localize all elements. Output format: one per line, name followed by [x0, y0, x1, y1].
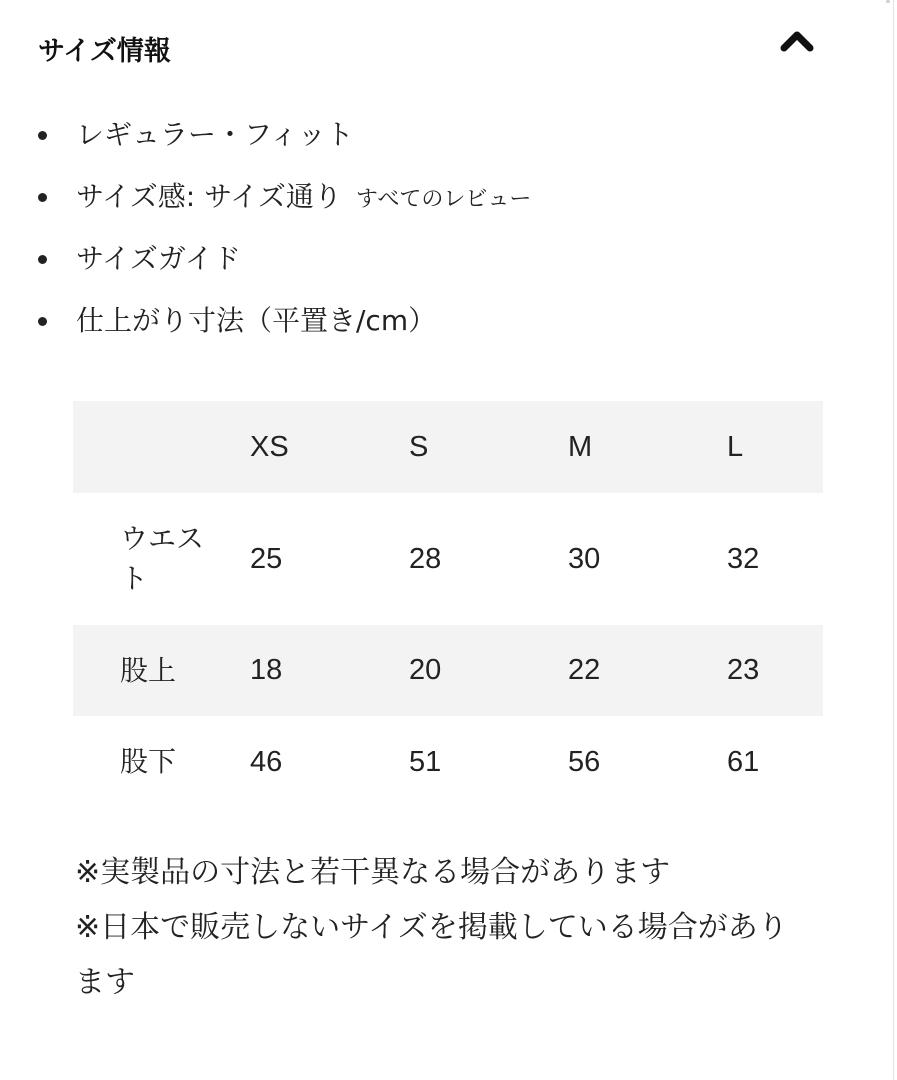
table-row — [73, 625, 823, 716]
chevron-up-icon — [780, 28, 814, 52]
size-header-xs: XS — [250, 430, 289, 463]
list-item-size-feel — [38, 170, 531, 232]
finished-dimensions-text: 仕上がり寸法（平置き/cm） — [76, 304, 437, 337]
table-header-row — [73, 401, 823, 493]
size-feel-text: サイズ感: サイズ通り — [76, 180, 342, 213]
fit-text: レギュラー・フィット — [76, 118, 354, 151]
all-reviews-link[interactable]: すべてのレビュー — [355, 187, 532, 212]
row-label-rise: 股上 — [120, 653, 177, 687]
table-row — [73, 493, 823, 625]
section-title: サイズ情報 — [38, 36, 171, 67]
table-cell: 56 — [568, 745, 601, 778]
bullet-icon — [38, 317, 47, 326]
scroll-indicator — [886, 0, 890, 3]
page-edge-divider — [893, 0, 894, 1080]
table-cell: 46 — [250, 745, 283, 778]
header-blank-cell — [73, 401, 250, 493]
size-header-m: M — [568, 430, 593, 463]
table-cell: 61 — [727, 745, 760, 778]
table-cell: 51 — [409, 745, 442, 778]
note-unsold-sizes: ※日本で販売しないサイズを掲載している場合があります — [75, 910, 788, 1000]
list-item-fit — [38, 108, 531, 170]
size-table — [73, 401, 823, 808]
table-cell: 30 — [568, 542, 601, 575]
collapse-button[interactable] — [774, 28, 820, 68]
table-cell: 32 — [727, 542, 760, 575]
row-label-inseam: 股下 — [120, 745, 177, 778]
table-cell: 22 — [568, 654, 601, 686]
row-label-text: ウエスト — [120, 522, 205, 595]
row-label-waist — [73, 493, 250, 625]
size-guide-link[interactable]: サイズガイド — [76, 242, 241, 275]
table-row — [73, 716, 823, 808]
table-cell: 20 — [409, 654, 442, 686]
bullet-icon — [38, 255, 47, 264]
bullet-icon — [38, 193, 47, 202]
size-info-list — [38, 108, 531, 356]
list-item-size-guide[interactable] — [38, 232, 531, 294]
note-dimension-difference: ※実製品の寸法と若干異なる場合があります — [75, 855, 671, 890]
size-notes — [75, 845, 815, 1010]
bullet-icon — [38, 131, 47, 140]
size-header-s: S — [409, 430, 429, 463]
table-cell: 28 — [409, 542, 442, 575]
table-cell: 23 — [727, 654, 760, 686]
list-item-finished-dimensions — [38, 294, 531, 356]
table-cell: 18 — [250, 654, 283, 686]
size-info-header[interactable] — [38, 28, 828, 76]
table-cell: 25 — [250, 542, 283, 575]
size-header-l: L — [727, 430, 744, 463]
